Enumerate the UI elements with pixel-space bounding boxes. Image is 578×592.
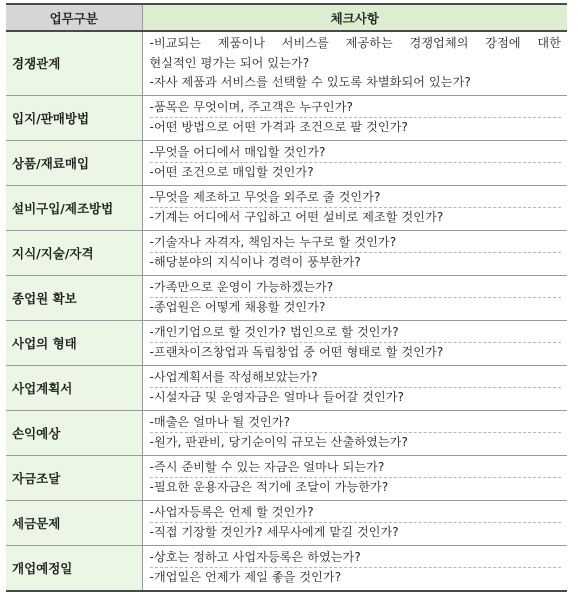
table-row <box>6 455 567 500</box>
check-item: -무엇을 제조하고 무엇을 외주로 줄 것인가? <box>149 189 381 204</box>
check-item: -필요한 운용자금은 적기에 조달이 가능한가? <box>150 477 562 498</box>
row-category: 상품/재료매입 <box>6 140 142 185</box>
check-item: -즉시 준비할 수 있는 자금은 얼마나 되는가? <box>149 459 385 474</box>
table-row <box>6 185 567 230</box>
row-checklist <box>142 31 567 95</box>
check-item: -직접 기장할 것인가? 세무사에게 맡길 것인가? <box>150 522 562 543</box>
row-category: 자금조달 <box>6 455 142 500</box>
row-checklist <box>142 500 567 545</box>
header-category: 업무구분 <box>6 4 142 31</box>
check-item: -시설자금 및 운영자금은 얼마나 들어갈 것인가? <box>150 387 562 408</box>
check-item: -기술자나 자격자, 책임자는 누구로 할 것인가? <box>149 234 397 249</box>
row-checklist <box>142 275 567 320</box>
row-category: 개업예정일 <box>6 545 142 591</box>
check-item: -종업원은 어떻게 채용할 것인가? <box>150 297 562 318</box>
check-item: -사업계획서를 작성해보았는가? <box>149 369 318 384</box>
row-checklist <box>142 230 567 275</box>
header-checklist: 체크사항 <box>142 4 567 31</box>
header-row <box>6 4 567 31</box>
check-item: -품목은 무엇이며, 주고객은 누구인가? <box>149 99 353 114</box>
check-item: -기계는 어디에서 구입하고 어떤 설비로 제조할 것인가? <box>150 207 562 228</box>
check-item: -어떤 방법으로 어떤 가격과 조건으로 팔 것인가? <box>150 117 562 138</box>
table-row <box>6 275 567 320</box>
check-item: -개업일은 언제가 제일 좋을 것인가? <box>150 567 562 588</box>
check-item: -프랜차이즈창업과 독립창업 중 어떤 형태로 할 것인가? <box>150 342 562 363</box>
row-category: 경쟁관계 <box>6 31 142 95</box>
row-checklist <box>142 320 567 365</box>
table-row <box>6 320 567 365</box>
check-item: 현실적인 평가는 되어 있는가? <box>149 55 310 70</box>
table-row <box>6 410 567 455</box>
row-checklist <box>142 185 567 230</box>
check-item: -상호는 정하고 사업자등록은 하였는가? <box>149 549 361 564</box>
row-checklist <box>142 365 567 410</box>
check-item: -해당분야의 지식이나 경력이 풍부한가? <box>150 252 562 273</box>
row-category: 사업계획서 <box>6 365 142 410</box>
row-category: 세금문제 <box>6 500 142 545</box>
row-category: 지식/지술/자격 <box>6 230 142 275</box>
table-row <box>6 95 567 140</box>
check-item: -원가, 판관비, 당기순이익 규모는 산출하였는가? <box>150 432 562 453</box>
row-checklist <box>142 140 567 185</box>
check-item: -개인기업으로 할 것인가? 법인으로 할 것인가? <box>149 324 399 339</box>
check-item: -매출은 얼마나 될 것인가? <box>149 414 291 429</box>
table-row <box>6 140 567 185</box>
table-row <box>6 31 567 95</box>
row-checklist <box>142 95 567 140</box>
check-item: -비교되는 제품이나 서비스를 제공하는 경쟁업체의 강점에 대한 <box>149 36 561 50</box>
table-row <box>6 365 567 410</box>
check-item: -자사 제품과 서비스를 선택할 수 있도록 차별화되어 있는가? <box>149 75 471 89</box>
check-item: -어떤 조건으로 매입할 것인가? <box>150 162 562 183</box>
checklist-sheet <box>6 3 567 592</box>
check-item: -가족만으로 운영이 가능하겠는가? <box>149 279 334 294</box>
checklist-table <box>6 3 567 592</box>
check-item: -사업자등록은 언제 할 것인가? <box>149 504 314 519</box>
row-category: 입지/판매방법 <box>6 95 142 140</box>
table-row <box>6 545 567 591</box>
row-category: 사업의 형태 <box>6 320 142 365</box>
table-row <box>6 500 567 545</box>
row-category: 종업원 확보 <box>6 275 142 320</box>
row-category: 설비구입/제조방법 <box>6 185 142 230</box>
check-item: -무엇을 어디에서 매입할 것인가? <box>149 144 326 159</box>
row-checklist <box>142 545 567 591</box>
row-checklist <box>142 410 567 455</box>
row-checklist <box>142 455 567 500</box>
row-category: 손익예상 <box>6 410 142 455</box>
table-row <box>6 230 567 275</box>
